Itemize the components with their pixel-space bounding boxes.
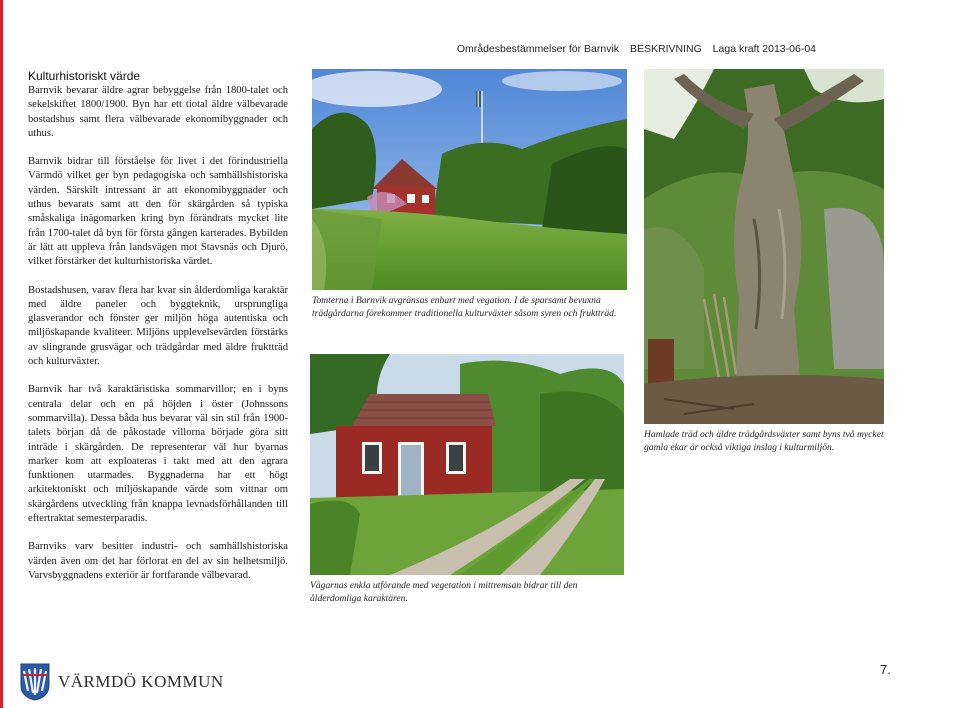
municipality-logo[interactable]	[20, 662, 224, 702]
paragraph-4: Barnvik har två karaktäristiska sommarvillor; en i byns centrala delar och en på höjden i öster (Johnssons sommarvilla). Dessa båda hus bevarar väl sin stil från 1900-talets början då de påkostade villorna började göra sitt inträde i skärgården. De representerar väl hur byarnas marker kom att exploateras i takt med att den agrara funktionen utarmades. Byggnaderna har ett högt arkitektoniskt och miljöskapande värde som vittnar om skärgårdens utveckling från knappa levnadsförhållanden till eftertraktat semesterparadis.	[28, 384, 288, 525]
header-doc-title: Områdesbestämmelser för Barnvik	[456, 43, 620, 55]
photo-old-oak	[644, 69, 884, 424]
caption-photo-1: Tomterna i Barnvik avgränsas enbart med vegation. I de sparsamt bevuxna trädgårdarna förekommer traditionella kulturväxter såsom syren och fruktträd.	[312, 295, 617, 319]
paragraph-2: Barnvik bidrar till förståelse för livet i det förindustriella Värmdö vilket ger byn pedagogiska och samhällshistoriska värden. Särskilt intressant är att ekonomibyggnader och uthus bevarats samt att den för skärgården så typiska småskaliga inägomarken kring byn förändrats mycket lite från 1700-talet då byn för första gången karterades. Bybilden är lätt att uppleva från landsvägen mot Stavsnäs och Djurö, vilket förstärker det kulturhistoriska värdet.	[28, 156, 288, 268]
section-heading: Kulturhistoriskt värde	[28, 69, 141, 83]
photo-red-cottage-road	[310, 354, 624, 575]
caption-photo-2: Hamlade träd och äldre trädgårdsväxter samt byns två mycket gamla ekar är också viktiga inslag i kulturmiljön.	[644, 429, 884, 453]
logo-text: VÄRMDÖ KOMMUN	[58, 672, 224, 691]
text-column	[28, 69, 288, 583]
paragraph-3: Bostadshusen, varav flera har kvar sin ålderdomliga karaktär med äldre paneler och byggteknik, ursprungliga glasverandor och fönster ger miljön höga autentiska och miljöskapande kvaliteer. Miljöns upplevelsevärden förstärks av slingrande grusvägar och trädgårdar med äldre fruktträd och kulturväxter.	[28, 284, 288, 368]
photo-red-house-garden	[312, 69, 627, 290]
header-status: Laga kraft 2013-06-04	[712, 43, 816, 55]
header-section: BESKRIVNING	[629, 43, 702, 55]
accent-bar	[0, 0, 3, 708]
coat-of-arms-icon	[20, 663, 50, 701]
paragraph-1: Barnvik bevarar äldre agrar bebyggelse från 1800-talet och sekelskiftet 1800/1900. Byn har ett tiotal äldre välbevarade bostadshus samt flera välbevarade ekonomibyggnader och uthus.	[28, 85, 288, 139]
paragraph-5: Barnviks varv besitter industri- och samhällshistoriska värden även om det har förlorat en del av sin helhetsmiljö. Varvsbyggnadens exteriör är fortfarande välbevarad.	[28, 541, 288, 581]
caption-photo-3: Vägarnas enkla utförande med vegetation i mittremsan bidrar till den ålderdomliga karaktären.	[310, 580, 578, 604]
page-header	[457, 43, 816, 55]
page-number: 7.	[880, 662, 891, 677]
